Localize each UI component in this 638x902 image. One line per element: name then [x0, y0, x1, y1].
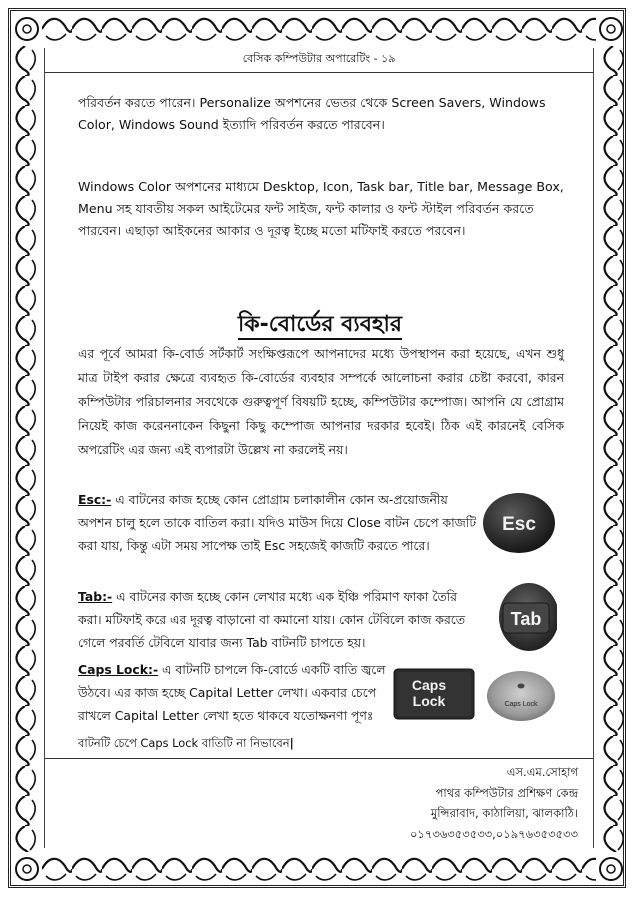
caps-lock-section [78, 658, 402, 727]
paragraph-keyboard-intro: এর পূর্বে আমরা কি-বোর্ড সর্টকার্ট সংক্ষিপ্তরূপে আপনাদের মধ্যে উপস্থাপন করা হয়েছে, এখন শুধু মাত্র টাইপ করার ক্ষেত্রে ব্যবহৃত কি-বোর্ডের ব্যবহার সম্পর্কে আলোচনা করার চেষ্টা করবো, কারন কম্পিউটার পরিচালনার সবথেকে গুরুত্বপূর্ণ বিষয়টি হচ্ছে, কম্পিউটার কম্পোজ। আপনি যে প্রোগ্রাম নিয়েই কাজ করেননাকেন কিছুনা কিছু কম্পোজ আপনার দরকার হবেই। ঠিক এই কারনেই বেসিক অপরেটিং এর জন্য এই ব্যপারটা উল্লেখ না করলেই নয়। [78, 346, 564, 457]
paragraph-personalize: পরিবর্তন করতে পারেন। Personalize অপশনের ভেতর থেকে Screen Savers, Windows Color, Windows Sound ইত্যাদি পরিবর্তন করতে পারবেন। [78, 95, 546, 132]
esc-key-image-label: Esc [502, 514, 536, 535]
caps-lock-end-text: বাটনটি চেপে Caps Lock বাতিটি না নিভাবেন [78, 736, 290, 750]
footer-signature [300, 762, 578, 844]
tab-key-section [78, 585, 480, 654]
caps-lock-led-key-image [486, 670, 556, 722]
footer-divider [44, 758, 594, 759]
caps-lock-description: এ বাটনটি চাপলে কি-বোর্ডে একটি বাতি জ্বলে উঠবে। এর কাজ হচ্ছে Capital Letter লেখা। একবার চেপে রাখলে Capital Letter লেখা হতে থাকবে যতোক্ষনণা পূণঃ [78, 662, 386, 723]
footer-author: এস.এম.সোহাগ [506, 765, 578, 779]
paragraph-windows-color: Windows Color অপশনের মাধ্যমে Desktop, Icon, Task bar, Title bar, Message Box, Menu সহ যাবতীয় সকল আইটেমের ফন্ট সাইজ, ফন্ট কালার ও ফন্ট স্টাইল পরিবর্তন করতে পারবেন। এছাড়া আইকনের আকার ও দূরত্ব ইচ্ছে মতো মটিফাই করতে পরবেন। [78, 179, 564, 238]
decorative-border-bottom [12, 852, 626, 886]
esc-key-description: এ বাটনের কাজ হচ্ছে কোন প্রোগ্রাম চলাকালীন কোন অ-প্রয়োজনীয় অপশন চালু হলে তাকে বাতিল করা। যদিও মাউস দিয়ে Close বাটন চেপে কাজটি করা যায়, কিন্তু এটা সময় সাপেক্ষ তাই Esc সহজেই কাজটি করতে পারে। [78, 492, 477, 553]
footer-address: মুন্সিরাবাদ, কাঠালিয়া, ঝালকাঠি। [430, 806, 578, 820]
decorative-border-left [12, 46, 38, 852]
section-heading-text: কি-বোর্ডের ব্যবহার [238, 312, 402, 340]
caps-lock-key-image-line1: Caps [411, 677, 447, 693]
decorative-border-right [600, 46, 626, 852]
esc-key-label: Esc:- [78, 492, 112, 507]
footer-institute: পাথর কম্পিউটার প্রশিক্ষণ কেন্দ্র [435, 785, 578, 800]
section-heading [78, 310, 562, 340]
caps-lock-label: Caps Lock:- [78, 662, 159, 677]
tab-key-label: Tab:- [78, 589, 113, 604]
decorative-border-top [12, 12, 626, 46]
caps-lock-key-image-line2: Lock [412, 693, 446, 709]
caps-lock-end-bar: | [289, 736, 294, 750]
esc-key-section [78, 488, 480, 557]
esc-key-image [482, 492, 556, 554]
footer-phone: ০১৭৩৬৩৫৩৫৩৩,০১৯৭৬৩৫৩৫৩৩ [409, 826, 578, 841]
caps-lock-key-image [393, 668, 475, 720]
page-header: বেসিক কম্পিউটার অপারেটিং - ১৯ [242, 52, 396, 65]
tab-key-image [497, 583, 557, 651]
tab-key-description: এ বাটনের কাজ হচ্ছে কোন লেখার মধ্যে এক ইঞ্চি পরিমাণ ফাকা তৈরি করা। মটিফাই করে এর দূরত্ব বাড়ানো বা কমানো যায়। কোন টেবিলে কাজ করতে গেলে পরবর্তি টেবিলে যাবার জন্য Tab বাটনটি চাপতে হয়। [78, 589, 466, 650]
caps-lock-led-key-image-label: Caps Lock [504, 701, 538, 708]
header-divider [44, 72, 594, 73]
caps-lock-description-end [78, 732, 558, 754]
tab-key-image-label: Tab [510, 609, 542, 629]
